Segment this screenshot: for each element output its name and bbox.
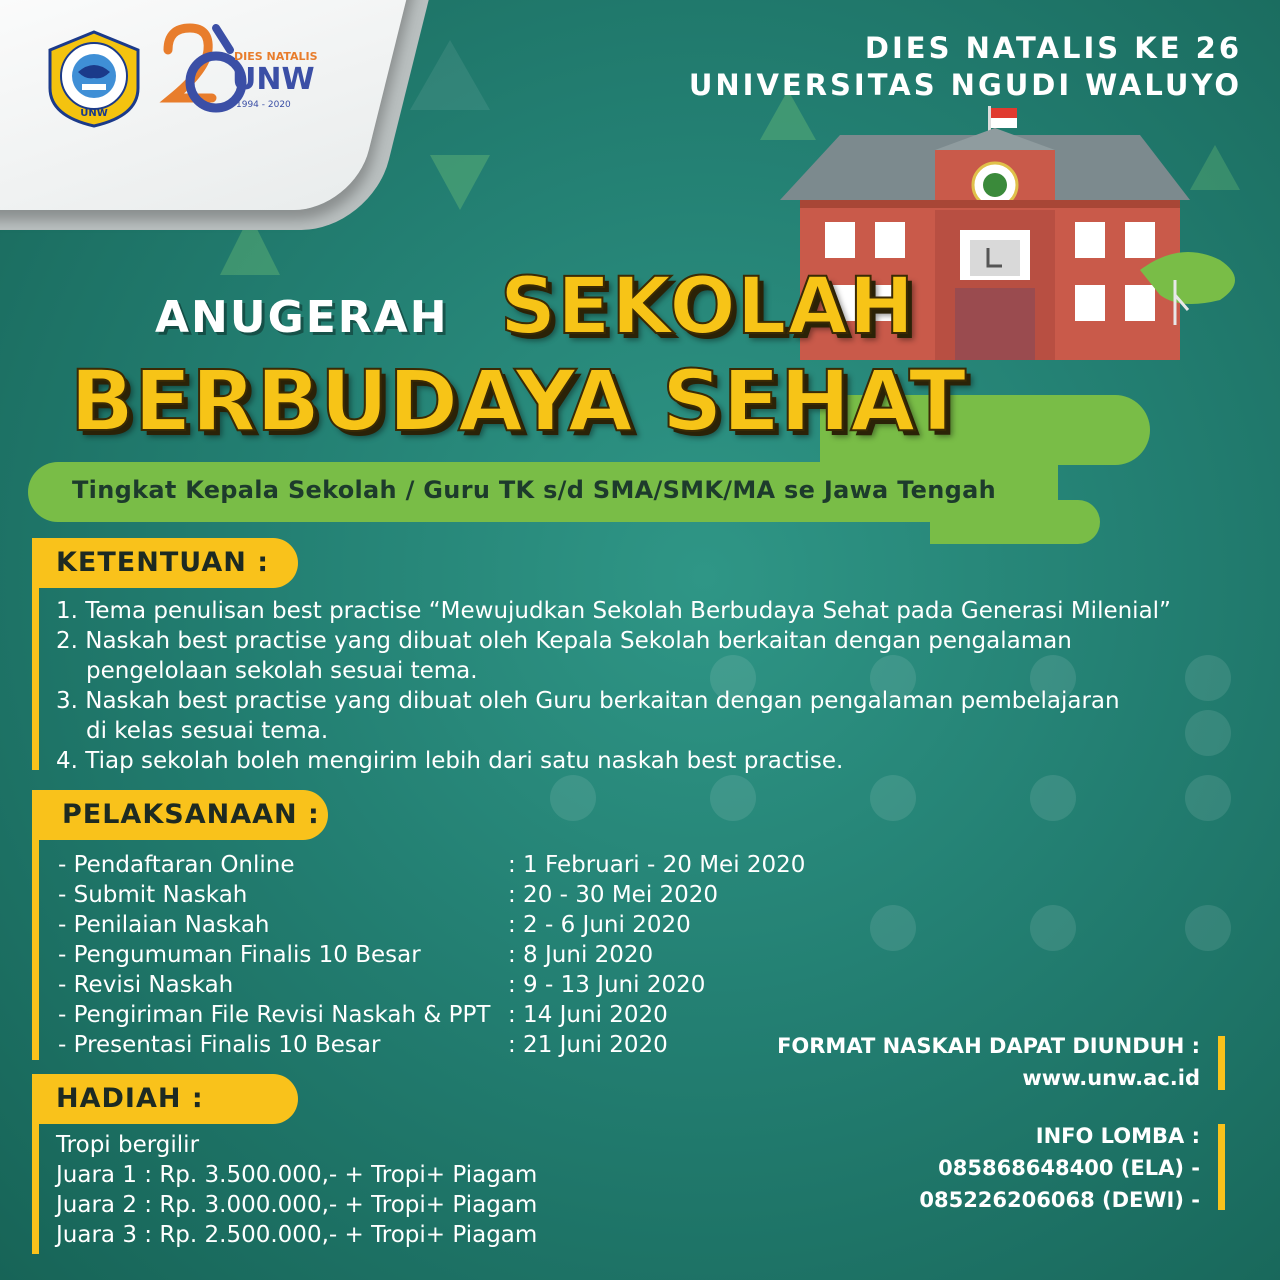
schedule-item-name: - Revisi Naskah [58, 972, 234, 998]
title-berbudaya-sehat: BERBUDAYA SEHAT [70, 352, 967, 450]
ketentuan-line: 1. Tema penulisan best practise “Mewujudkan Sekolah Berbudaya Sehat pada Generasi Milenial” [56, 598, 1171, 624]
hadiah-line: Juara 3 : Rp. 2.500.000,- + Tropi+ Piagam [56, 1222, 538, 1248]
ketentuan-line: 4. Tiap sekolah boleh mengirim lebih dari satu naskah best practise. [56, 748, 844, 774]
schedule-item-date: : 20 - 30 Mei 2020 [508, 882, 719, 908]
decor-dot [550, 775, 596, 821]
decor-dot [710, 775, 756, 821]
info-block [919, 1120, 1200, 1216]
dies-natalis-main-text: UNW [232, 62, 315, 97]
decor-dot [870, 905, 916, 951]
schedule-item-date: : 21 Juni 2020 [508, 1032, 668, 1058]
schedule-item-date: : 1 Februari - 20 Mei 2020 [508, 852, 806, 878]
university-emblem-logo [44, 28, 144, 128]
pelaksanaan-label: PELAKSANAAN : [32, 790, 328, 840]
decor-dot [870, 775, 916, 821]
info-contact-1: 085868648400 (ELA) - [938, 1156, 1200, 1180]
schedule-item-date: : 14 Juni 2020 [508, 1002, 668, 1028]
emblem-bottom-text: UNW [80, 108, 108, 119]
schedule-item-date: : 2 - 6 Juni 2020 [508, 912, 691, 938]
decor-triangle [430, 155, 490, 210]
hadiah-line: Juara 2 : Rp. 3.000.000,- + Tropi+ Piagam [56, 1192, 538, 1218]
schedule-item-name: - Pengumuman Finalis 10 Besar [58, 942, 421, 968]
decor-dot [1185, 710, 1231, 756]
dies-natalis-logo [158, 20, 328, 120]
schedule-item-name: - Presentasi Finalis 10 Besar [58, 1032, 381, 1058]
event-title [689, 30, 1242, 104]
event-title-line1: DIES NATALIS KE 26 [864, 31, 1242, 65]
format-label: FORMAT NASKAH DAPAT DIUNDUH : [777, 1034, 1200, 1058]
ketentuan-line: 3. Naskah best practise yang dibuat oleh Guru berkaitan dengan pengalaman pembelajaran [56, 688, 1120, 714]
info-label: INFO LOMBA : [1035, 1124, 1200, 1148]
schedule-item-name: - Penilaian Naskah [58, 912, 270, 938]
decor-dot [1185, 655, 1231, 701]
dies-natalis-years: 1994 - 2020 [236, 100, 291, 110]
format-url[interactable]: www.unw.ac.id [1022, 1066, 1200, 1090]
hadiah-line: Juara 1 : Rp. 3.500.000,- + Tropi+ Piagam [56, 1162, 538, 1188]
schedule-item-date: : 9 - 13 Juni 2020 [508, 972, 706, 998]
info-side-bar [1218, 1124, 1225, 1210]
title-anugerah: ANUGERAH [155, 292, 449, 343]
event-title-line2: UNIVERSITAS NGUDI WALUYO [688, 68, 1242, 102]
decor-dot [1030, 775, 1076, 821]
dies-natalis-small-text: DIES NATALIS [234, 50, 318, 63]
info-contact-2: 085226206068 (DEWI) - [919, 1188, 1200, 1212]
ketentuan-line: 2. Naskah best practise yang dibuat oleh Kepala Sekolah berkaitan dengan pengalaman [56, 628, 1072, 654]
format-block [777, 1030, 1200, 1094]
decor-triangle [410, 40, 490, 110]
title-sekolah: SEKOLAH [500, 262, 916, 352]
decor-dot [1185, 905, 1231, 951]
schedule-item-name: - Pengiriman File Revisi Naskah & PPT [58, 1002, 491, 1028]
decor-dot [1030, 905, 1076, 951]
hadiah-line: Tropi bergilir [56, 1132, 200, 1158]
ketentuan-line: di kelas sesuai tema. [86, 718, 329, 744]
schedule-item-date: : 8 Juni 2020 [508, 942, 654, 968]
hadiah-label: HADIAH : [32, 1074, 298, 1124]
ketentuan-label: KETENTUAN : [32, 538, 298, 588]
schedule-item-name: - Pendaftaran Online [58, 852, 295, 878]
subtitle: Tingkat Kepala Sekolah / Guru TK s/d SMA/SMK/MA se Jawa Tengah [72, 476, 997, 504]
format-side-bar [1218, 1036, 1225, 1090]
schedule-item-name: - Submit Naskah [58, 882, 248, 908]
ketentuan-line: pengelolaan sekolah sesuai tema. [86, 658, 478, 684]
decor-dot [1185, 775, 1231, 821]
